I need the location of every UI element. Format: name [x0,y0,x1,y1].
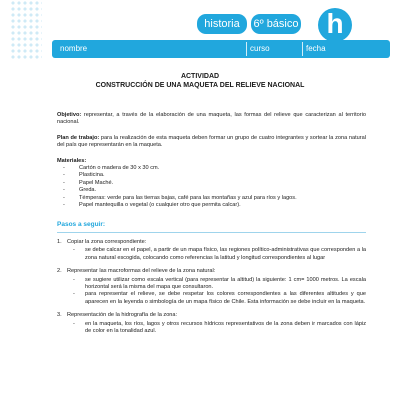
pasos-heading: Pasos a seguir: [57,221,366,232]
spiral-binding-decoration [10,0,42,60]
document-subtitle: CONSTRUCCIÓN DE UNA MAQUETA DEL RELIEVE NACIONAL [95,82,305,89]
field-divider [246,42,247,56]
document-titles [40,72,360,90]
objetivo-text: representar, a través de la elaboración de una maqueta, las formas del relieve que caracterizan al territorio nacional. [57,112,366,126]
step-1 [57,239,366,262]
plan-label: Plan de trabajo: [57,134,100,141]
list-item: - Plasticina. [57,172,366,179]
worksheet-header [0,0,400,60]
field-divider [302,42,303,56]
step-items [57,247,366,262]
curso-field-label: curso [250,44,270,53]
subject-tag: historia [197,14,247,34]
objetivo-paragraph [57,112,366,127]
list-item: - Papel Maché. [57,180,366,187]
student-info-bar [52,40,390,58]
logo-h-icon: h [318,8,352,42]
list-item: - Cartón o madera de 30 x 30 cm. [57,165,366,172]
objetivo-label: Objetivo: [57,112,82,118]
grade-tag: 6º básico [251,14,301,34]
fecha-field-label: fecha [306,44,326,53]
list-item: - se sugiere utilizar como escala vertical (para representar la altitud) la siguiente: 1 cm= 1000 metros. La escala horizontal será la misma del mapa que consultaron. [57,277,366,292]
step-number: 2. [57,268,62,275]
list-item: - Témperas: verde para las tierras bajas, café para las montañas y azul para ríos y lagos. [57,195,366,202]
step-items [57,321,366,336]
document-title: ACTIVIDAD [180,73,220,80]
step-title: Representar las macroformas del relieve de la zona natural: [67,268,216,275]
plan-paragraph [57,135,366,150]
materiales-label: Materiales: [57,157,87,164]
nombre-field-label: nombre [60,44,88,53]
step-title: Representación de la hidrografía de la zona: [67,312,178,319]
list-item: - para representar el relieve, se debe respetar los colores correspondientes a las diferentes altitudes y que aparecen en la leyenda o simbología de un mapa físico de Chile. Esta información se debe incluir en la maqueta. [57,291,366,306]
step-3 [57,312,366,335]
list-item: - Greda. [57,187,366,194]
document-body [57,112,366,335]
plan-text: para la realización de esta maqueta deben formar un grupo de cuatro integrantes y sortear la zona natural del país que representarán en la maqueta. [57,134,366,149]
step-number: 1. [57,238,62,245]
list-item: - se debe calcar en el papel, a partir de un mapa físico, las regiones político-administrativas que corresponden a la zona natural escogida, colocando como referencias la latitud y longitud correspondientes al lugar [57,247,366,262]
step-items [57,277,366,307]
list-item: - Papel mantequilla o vegetal (o cualquier otro que permita calcar). [57,202,366,209]
list-item: - en la maqueta, los ríos, lagos y otros recursos hídricos representativos de la zona deben ir marcados con lápiz de color en la tonalidad azul. [57,321,366,336]
step-title: Copiar la zona correspondiente: [67,238,147,245]
step-number: 3. [57,312,62,319]
materiales-list [57,165,366,209]
step-2 [57,268,366,306]
